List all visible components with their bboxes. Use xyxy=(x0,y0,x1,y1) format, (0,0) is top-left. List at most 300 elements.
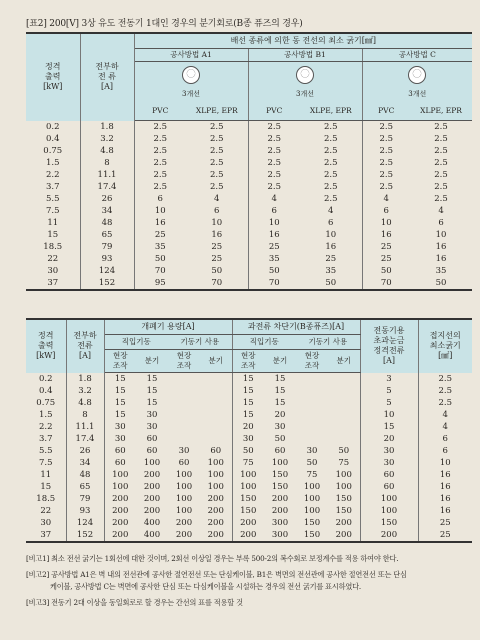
table-cell: 75 xyxy=(328,457,360,469)
table-cell: 2.5 xyxy=(186,121,248,134)
table-cell: 17.4 xyxy=(80,181,134,193)
table-cell: 3.7 xyxy=(26,181,80,193)
table-cell: 35 xyxy=(300,265,362,277)
table-cell: 150 xyxy=(360,517,418,529)
table-cell: 22 xyxy=(26,505,66,517)
table-cell: 200 xyxy=(200,505,232,517)
insulation-header: PVC xyxy=(248,102,300,121)
note-2: [비고2] 공사방법 A1은 벽 내의 전선관에 공사한 절연전선 또는 단심케이블, B1은 벽면의 전선관에 공사한 절연전선 또는 단심 xyxy=(26,570,407,579)
table-cell: 200 xyxy=(112,506,129,516)
table-row xyxy=(26,469,472,481)
table-cell xyxy=(328,397,360,409)
branch-header: 분기 xyxy=(200,350,232,373)
table-cell: 3 xyxy=(360,373,418,386)
table-cell: 2.5 xyxy=(153,146,168,156)
table-row xyxy=(26,373,472,386)
table-row xyxy=(26,229,472,241)
table-cell: 25 xyxy=(380,242,392,252)
table-cell: 30 xyxy=(306,446,318,456)
table-cell: 60 xyxy=(200,445,232,457)
cable-count-label: 3개선 xyxy=(408,89,427,98)
table-cell: 2.5 xyxy=(379,182,394,192)
table-cell: 3.2 xyxy=(80,133,134,145)
table-cell: 25 xyxy=(439,530,451,540)
table-cell: 124 xyxy=(66,517,104,529)
table-cell: 50 xyxy=(268,266,280,276)
table-cell: 95 xyxy=(154,278,166,288)
insulation-header: XLPE, EPR xyxy=(410,102,472,121)
table-cell: 50 xyxy=(306,458,318,468)
table-cell: 150 xyxy=(303,530,321,540)
table-cell: 1.8 xyxy=(66,373,104,386)
table-row xyxy=(26,445,472,457)
table-cell xyxy=(200,433,232,445)
table-cell: 2.5 xyxy=(153,170,168,180)
table-cell: 6 xyxy=(383,206,389,216)
cable-on-wall-icon xyxy=(408,66,426,84)
method-b1-header: 공사방법 B1 xyxy=(248,49,362,62)
table-cell: 16 xyxy=(439,470,451,480)
table-cell: 10 xyxy=(186,217,248,229)
table-cell: 25 xyxy=(186,241,248,253)
branch-header: 분기 xyxy=(328,350,360,373)
table-cell: 15 xyxy=(26,229,80,241)
table-cell: 30 xyxy=(114,434,126,444)
table-cell: 2.5 xyxy=(153,134,168,144)
table-cell: 4 xyxy=(383,194,389,204)
table-cell: 150 xyxy=(240,506,257,516)
note-1: [비고1] 최소 전선 굵기는 1회선에 대한 것이며, 2회선 이상일 경우는 부록 500-2의 복수회로 보정계수를 적용 하여야 한다. xyxy=(26,554,399,563)
table-cell: 4 xyxy=(442,422,448,432)
table-cell: 60 xyxy=(274,446,286,456)
table-cell: 60 xyxy=(360,481,418,493)
table-cell: 18.5 xyxy=(26,493,66,505)
table-row xyxy=(26,205,472,217)
table-cell xyxy=(168,433,200,445)
table-cell: 0.4 xyxy=(26,133,80,145)
table-cell: 16 xyxy=(186,229,248,241)
table-cell: 200 xyxy=(175,518,193,528)
table-cell: 17.4 xyxy=(66,433,104,445)
table-cell: 100 xyxy=(200,469,232,481)
table-cell: 200 xyxy=(360,529,418,542)
switch-breaker-table-body xyxy=(26,373,472,543)
table-cell: 26 xyxy=(80,193,134,205)
table-cell: 50 xyxy=(435,278,447,288)
table-cell: 2.5 xyxy=(434,122,448,132)
breaker-header: 과전류 차단기(B종퓨즈)[A] xyxy=(232,319,360,335)
table-cell: 0.75 xyxy=(26,145,80,157)
table-row xyxy=(26,265,472,277)
table-cell: 100 xyxy=(271,458,289,468)
table-cell: 8 xyxy=(80,157,134,169)
table-cell: 4 xyxy=(300,205,362,217)
table-cell: 30 xyxy=(146,422,158,432)
table-cell: 2.5 xyxy=(379,158,394,168)
table-cell: 1.8 xyxy=(80,121,134,134)
table-cell: 15 xyxy=(274,386,286,396)
table-cell: 15 xyxy=(146,374,158,384)
cable-count-label: 3개선 xyxy=(296,89,314,98)
switch-breaker-table-header xyxy=(26,319,472,373)
table-cell xyxy=(168,373,200,386)
table-cell: 10 xyxy=(268,218,280,228)
table-cell: 30 xyxy=(26,517,66,529)
table-cell: 15 xyxy=(274,374,286,384)
table-cell: 2.5 xyxy=(434,134,448,144)
table-cell: 70 xyxy=(380,278,392,288)
method-b1-icon-cell xyxy=(248,62,362,103)
table-cell: 200 xyxy=(112,518,129,528)
table-cell: 30 xyxy=(178,446,190,456)
table-cell xyxy=(328,385,360,397)
table-cell: 5 xyxy=(360,397,418,409)
table-cell: 60 xyxy=(114,446,126,456)
table-cell: 60 xyxy=(114,458,126,468)
table-cell: 100 xyxy=(240,482,257,492)
table-row xyxy=(26,157,472,169)
table-cell: 1.5 xyxy=(26,409,66,421)
table-cell: 79 xyxy=(66,493,104,505)
conduit-on-wall-icon xyxy=(296,66,314,84)
table-cell xyxy=(296,397,328,409)
table-cell: 2.2 xyxy=(26,169,80,181)
table-cell: 60 xyxy=(146,446,158,456)
table-cell: 100 xyxy=(303,506,321,516)
table-cell: 200 xyxy=(175,530,193,540)
table-cell: 2.2 xyxy=(26,421,66,433)
table-cell: 65 xyxy=(80,229,134,241)
table-cell: 2.5 xyxy=(267,134,282,144)
wire-size-table-header xyxy=(26,33,472,121)
table-cell: 100 xyxy=(175,482,193,492)
table-cell xyxy=(200,397,232,409)
table-cell: 30 xyxy=(146,410,158,420)
table-cell: 200 xyxy=(143,470,161,480)
table-cell: 79 xyxy=(80,241,134,253)
table-cell: 152 xyxy=(66,529,104,542)
table-row xyxy=(26,481,472,493)
load-current-header: 전부하 전 류 [A] xyxy=(80,33,134,121)
table-cell xyxy=(200,385,232,397)
table-cell: 60 xyxy=(360,469,418,481)
table-cell: 25 xyxy=(186,253,248,265)
table-cell: 400 xyxy=(143,530,161,540)
table-cell: 35 xyxy=(435,266,447,276)
table-cell xyxy=(168,385,200,397)
table-cell: 2.5 xyxy=(300,145,362,157)
table-cell: 15 xyxy=(242,398,254,408)
table-cell: 20 xyxy=(360,433,418,445)
table-cell: 200 xyxy=(328,529,360,542)
table-cell: 25 xyxy=(268,242,280,252)
table-cell: 2.5 xyxy=(434,158,448,168)
table-cell: 2.5 xyxy=(153,158,168,168)
table-cell: 200 xyxy=(200,517,232,529)
table-cell: 2.5 xyxy=(300,181,362,193)
table-cell: 2.5 xyxy=(267,122,282,132)
table-caption: [표2] 200[V] 3상 유도 전동기 1대인 경우의 분기회로(B종 퓨즈의 경우) xyxy=(26,19,303,29)
table-cell: 100 xyxy=(303,482,321,492)
ground-size-header: 접지선의 최소굵기 [㎟] xyxy=(418,319,472,373)
table-cell xyxy=(200,409,232,421)
table-cell: 200 xyxy=(271,494,289,504)
table-cell: 300 xyxy=(271,530,289,540)
table-cell: 6 xyxy=(157,194,163,204)
local-op-header: 현장 조작 xyxy=(296,350,328,373)
table-cell: 200 xyxy=(271,506,289,516)
table-cell: 34 xyxy=(66,457,104,469)
table-cell: 0.2 xyxy=(26,121,80,134)
table-cell: 75 xyxy=(242,458,254,468)
conduit-in-wall-icon xyxy=(182,66,200,84)
table-cell: 50 xyxy=(328,445,360,457)
switch-capacity-header: 개폐기 용량[A] xyxy=(104,319,232,335)
table-cell: 16 xyxy=(439,482,451,492)
table-cell: 8 xyxy=(66,409,104,421)
table-row xyxy=(26,181,472,193)
table-cell xyxy=(296,421,328,433)
table-cell: 18.5 xyxy=(26,241,80,253)
table-cell: 6 xyxy=(442,434,448,444)
table-cell: 15 xyxy=(146,386,158,396)
table-cell: 16 xyxy=(439,494,451,504)
table-cell: 200 xyxy=(112,530,129,540)
table-cell: 16 xyxy=(435,242,447,252)
local-op-header: 현장 조작 xyxy=(232,350,264,373)
table-cell: 150 xyxy=(328,505,360,517)
table-cell: 100 xyxy=(328,469,360,481)
table-cell: 16 xyxy=(435,254,447,264)
table-cell: 124 xyxy=(80,265,134,277)
table-cell: 6 xyxy=(186,205,248,217)
table-cell: 2.5 xyxy=(300,157,362,169)
note-2-continued: 케이블, 공사방법 C는 벽면에 공사한 단심 또는 다심케이블을 시설하는 경우의 전선 굵기를 표시하였다. xyxy=(50,582,361,591)
table-cell: 37 xyxy=(26,529,66,542)
table-cell: 15 xyxy=(146,398,158,408)
table-cell: 50 xyxy=(380,266,392,276)
table-cell: 30 xyxy=(26,265,80,277)
table-cell: 20 xyxy=(242,422,254,432)
table-cell: 300 xyxy=(271,518,289,528)
table-cell: 10 xyxy=(380,218,392,228)
table-row xyxy=(26,193,472,205)
table-cell: 2.5 xyxy=(434,194,448,204)
table-row xyxy=(26,421,472,433)
table-cell: 2.5 xyxy=(300,121,362,134)
table-cell: 10 xyxy=(300,229,362,241)
table-cell: 150 xyxy=(240,494,257,504)
table-cell: 100 xyxy=(200,457,232,469)
table-cell xyxy=(328,373,360,386)
table-cell: 4 xyxy=(186,193,248,205)
direct-start-header: 직입기동 xyxy=(104,335,168,350)
table-cell: 15 xyxy=(114,374,126,384)
table-cell: 15 xyxy=(114,398,126,408)
rated-output-header: 정격 출력 [kW] xyxy=(26,33,80,121)
table-cell: 25 xyxy=(154,230,166,240)
table-cell xyxy=(168,409,200,421)
table-cell: 2.5 xyxy=(434,146,448,156)
cable-count-label: 3개선 xyxy=(182,89,200,98)
table-cell: 100 xyxy=(360,505,418,517)
note-3: [비고3] 전동기 2대 이상을 동일회로로 할 경우는 간선의 표를 적용할 것 xyxy=(26,598,243,607)
table-cell: 75 xyxy=(306,470,318,480)
table-cell: 4 xyxy=(442,410,448,420)
table-cell: 0.2 xyxy=(26,373,66,386)
table-cell: 7.5 xyxy=(26,205,80,217)
local-op-header: 현장 조작 xyxy=(168,350,200,373)
table-cell: 0.4 xyxy=(26,385,66,397)
table-cell: 10 xyxy=(360,409,418,421)
table-cell: 10 xyxy=(435,230,447,240)
table-row xyxy=(26,409,472,421)
table-cell: 2.5 xyxy=(267,146,282,156)
table-row xyxy=(26,169,472,181)
rated-output-header: 정격 출력 [kW] xyxy=(26,319,66,373)
table-cell: 30 xyxy=(114,422,126,432)
table-cell: 1.5 xyxy=(26,157,80,169)
table-cell: 4.8 xyxy=(66,397,104,409)
table-row xyxy=(26,385,472,397)
table-cell: 37 xyxy=(26,277,80,290)
table-cell: 26 xyxy=(66,445,104,457)
table-cell: 100 xyxy=(175,506,193,516)
table-cell: 10 xyxy=(439,458,451,468)
method-c-icon-cell xyxy=(362,62,472,103)
table-cell: 152 xyxy=(80,277,134,290)
table-cell: 60 xyxy=(146,434,158,444)
table-cell: 2.5 xyxy=(434,170,448,180)
table-cell: 2.5 xyxy=(267,182,282,192)
table-cell: 200 xyxy=(240,530,257,540)
table-cell: 93 xyxy=(80,253,134,265)
table-cell: 2.5 xyxy=(267,158,282,168)
table-cell: 150 xyxy=(271,470,289,480)
table-cell: 35 xyxy=(268,254,280,264)
table-cell: 15 xyxy=(242,374,254,384)
insulation-header: XLPE, EPR xyxy=(186,102,248,121)
table-cell: 48 xyxy=(80,217,134,229)
table-cell: 22 xyxy=(26,253,80,265)
table-cell: 150 xyxy=(271,482,289,492)
table-cell: 11 xyxy=(26,217,80,229)
table-cell: 200 xyxy=(143,506,161,516)
table-cell: 4 xyxy=(438,206,444,216)
table-cell: 20 xyxy=(274,410,286,420)
table-row xyxy=(26,133,472,145)
table-row xyxy=(26,457,472,469)
table-row xyxy=(26,397,472,409)
local-op-header: 현장 조작 xyxy=(104,350,136,373)
table-cell: 4.8 xyxy=(80,145,134,157)
table-cell: 2.5 xyxy=(186,181,248,193)
motor-current-header: 전동기용 초과눈금 정격전류 [A] xyxy=(360,319,418,373)
table-cell: 34 xyxy=(80,205,134,217)
table-cell: 7.5 xyxy=(26,457,66,469)
table-cell: 30 xyxy=(360,457,418,469)
table-cell: 100 xyxy=(200,481,232,493)
table-cell: 16 xyxy=(154,218,166,228)
table-cell: 15 xyxy=(242,410,254,420)
table-cell: 2.5 xyxy=(379,134,394,144)
table-row xyxy=(26,217,472,229)
table-cell: 2.5 xyxy=(438,386,453,396)
table-cell: 16 xyxy=(300,241,362,253)
table-cell: 30 xyxy=(360,445,418,457)
table-cell xyxy=(200,421,232,433)
table-cell: 50 xyxy=(300,277,362,290)
table-cell: 16 xyxy=(380,230,392,240)
table-cell: 30 xyxy=(274,422,286,432)
table-row xyxy=(26,493,472,505)
table-cell: 2.5 xyxy=(267,170,282,180)
table-cell: 200 xyxy=(200,529,232,542)
table-cell: 100 xyxy=(303,494,321,504)
table-cell: 65 xyxy=(66,481,104,493)
table-row xyxy=(26,121,472,134)
table-cell xyxy=(168,397,200,409)
table-cell: 2.5 xyxy=(186,133,248,145)
table-cell: 15 xyxy=(114,386,126,396)
table-cell: 5 xyxy=(360,385,418,397)
table-cell: 0.75 xyxy=(26,397,66,409)
table-cell: 5.5 xyxy=(26,193,80,205)
load-current-header: 전부하 전류 [A] xyxy=(66,319,104,373)
table-cell: 200 xyxy=(143,494,161,504)
table-row xyxy=(26,145,472,157)
table-cell: 6 xyxy=(300,217,362,229)
table-cell: 2.5 xyxy=(379,122,394,132)
table-cell: 70 xyxy=(154,266,166,276)
table-row xyxy=(26,529,472,542)
table-cell: 11.1 xyxy=(66,421,104,433)
table-cell: 70 xyxy=(268,278,280,288)
insulation-header: PVC xyxy=(362,102,410,121)
table-cell: 2.5 xyxy=(438,398,453,408)
table-row xyxy=(26,277,472,290)
table-cell: 6 xyxy=(438,218,444,228)
table-cell: 400 xyxy=(143,518,161,528)
table-cell xyxy=(168,421,200,433)
switch-breaker-table xyxy=(26,318,472,543)
table-cell: 50 xyxy=(154,254,166,264)
table-cell: 2.5 xyxy=(186,145,248,157)
branch-header: 분기 xyxy=(264,350,296,373)
table-cell xyxy=(328,433,360,445)
table-cell: 4 xyxy=(271,194,277,204)
table-cell: 2.5 xyxy=(300,133,362,145)
table-cell: 15 xyxy=(242,386,254,396)
table-cell: 70 xyxy=(186,277,248,290)
table-cell: 100 xyxy=(112,482,129,492)
wire-size-table-body xyxy=(26,121,472,291)
branch-header: 분기 xyxy=(136,350,168,373)
table-cell: 50 xyxy=(274,434,286,444)
table-cell xyxy=(328,421,360,433)
table-cell: 5.5 xyxy=(26,445,66,457)
table-cell xyxy=(296,385,328,397)
table-cell: 2.5 xyxy=(434,182,448,192)
table-cell: 200 xyxy=(200,493,232,505)
table-row xyxy=(26,253,472,265)
table-cell: 2.5 xyxy=(153,182,168,192)
table-cell: 16 xyxy=(439,506,451,516)
table-cell: 150 xyxy=(303,518,321,528)
table-cell: 48 xyxy=(66,469,104,481)
table-cell: 10 xyxy=(154,206,166,216)
table-row xyxy=(26,517,472,529)
